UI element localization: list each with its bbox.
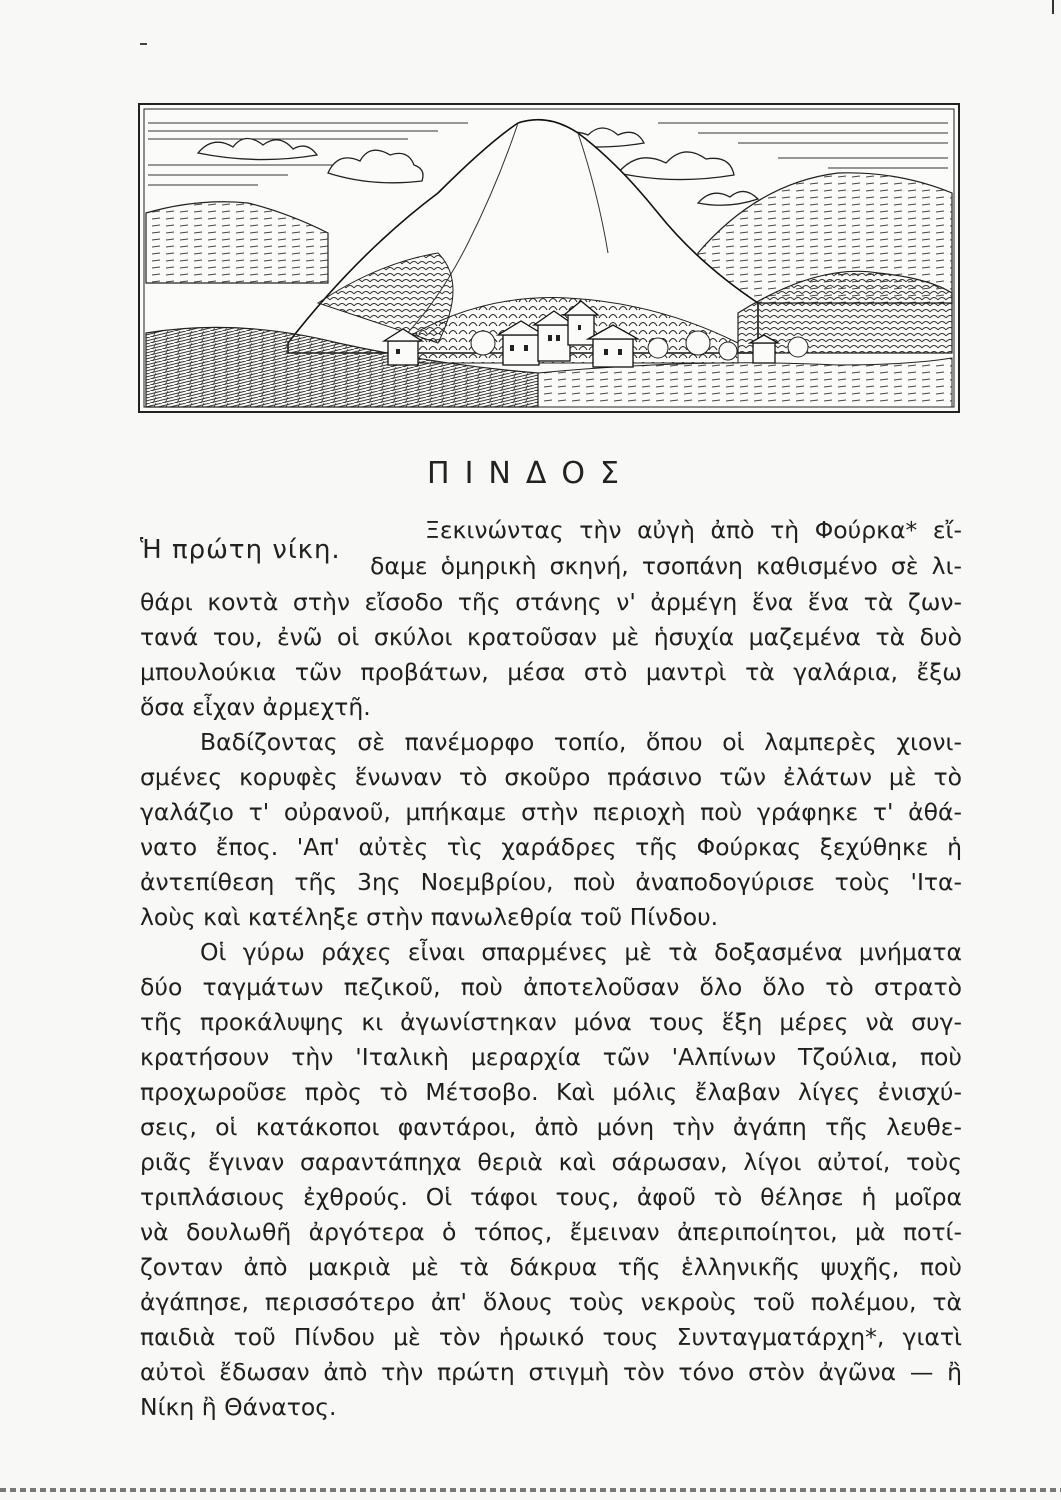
text-line: θάρι κοντὰ στὴν εἴσοδο τῆς στάνης ν' ἀρμέγη ἕνα ἕνα τὰ ζων- <box>140 588 962 616</box>
text-line: μπουλούκια τῶν προβάτων, μέσα στὸ μαντρὶ τὰ γαλάρια, ἔξω <box>140 658 962 686</box>
text-line: ἀντεπίθεση τῆς 3ης Νοεμβρίου, ποὺ ἀναποδογύρισε τοὺς 'Ιτα- <box>140 868 962 896</box>
text-line: νὰ δουλωθῆ ἀργότερα ὁ τόπος, ἔμειναν ἀπεριποίητοι, μὰ ποτί- <box>140 1218 962 1246</box>
text-line: δύο ταγμάτων πεζικοῦ, ποὺ ἀποτελοῦσαν ὅλο ὅλο τὸ στρατὸ <box>140 973 962 1001</box>
text-line: σμένες κορυφὲς ἕνωναν τὸ σκοῦρο πράσινο τῶν ἐλάτων μὲ τὸ <box>140 763 962 791</box>
text-line: ζονταν ἀπὸ μακριὰ μὲ τὰ δάκρυα τῆς ἑλληνικῆς ψυχῆς, ποὺ <box>140 1253 962 1281</box>
text-line: αὐτοὶ ἔδωσαν ἀπὸ τὴν πρώτη στιγμὴ τὸν τόνο στὸν ἀγῶνα — ἢ <box>140 1358 962 1386</box>
scan-edge <box>0 1488 1061 1492</box>
text-line: κρατήσουν τὴν 'Ιταλικὴ μεραρχία τῶν 'Αλπίνων Τζούλια, ποὺ <box>140 1043 962 1071</box>
text-line: τῆς προκάλυψης κι ἀγωνίστηκαν μόνα τους ἕξη μέρες νὰ συγ- <box>140 1008 962 1036</box>
text-line: γαλάζιο τ' οὐρανοῦ, μπήκαμε στὴν περιοχὴ ποὺ γράφηκε τ' ἀθά- <box>140 798 962 826</box>
text-line: Οἱ γύρω ράχες εἶναι σπαρμένες μὲ τὰ δοξασμένα μνήματα <box>200 938 962 966</box>
text-line: ριᾶς ἔγιναν σαραντάπηχα θεριὰ καὶ σάρωσαν, λίγοι αὐτοί, τοὺς <box>140 1148 962 1176</box>
text-line: ὅσα εἶχαν ἀρμεχτῆ. <box>140 693 371 721</box>
text-line: νατο ἔπος. 'Απ' αὐτὲς τὶς χαράδρες τῆς Φούρκας ξεχύθηκε ἡ <box>140 833 962 861</box>
text-line: τανά του, ἐνῶ οἱ σκύλοι κρατοῦσαν μὲ ἡσυχία μαζεμένα τὰ δυὸ <box>140 623 962 651</box>
text-line: τριπλάσιους ἐχθρούς. Οἱ τάφοι τους, ἀφοῦ τὸ θέλησε ἡ μοῖρα <box>140 1183 962 1211</box>
text-line: ἀγάπησε, περισσότερο ἀπ' ὅλους τοὺς νεκροὺς τοῦ πολέμου, τὰ <box>140 1288 962 1316</box>
text-line: σεις, οἱ κατάκοποι φαντάροι, ἀπὸ μόνη τὴν ἀγάπη τῆς λευθε- <box>140 1113 962 1141</box>
text-line: παιδιὰ τοῦ Πίνδου μὲ τὸν ἡρωικό τους Συνταγματάρχη*, γιατὶ <box>140 1323 962 1351</box>
print-mark-edge <box>1052 0 1054 14</box>
text-line: Ξεκινώντας τὴν αὐγὴ ἀπὸ τὴ Φούρκα* εἴ- <box>425 516 962 544</box>
text-line: δαμε ὁμηρικὴ σκηνή, τσοπάνη καθισμένο σὲ λι- <box>370 552 962 580</box>
text-line: προχωροῦσε πρὸς τὸ Μέτσοβο. Καὶ μόλις ἔλαβαν λίγες ἐνισχύ- <box>140 1078 962 1106</box>
text-line: λοὺς καὶ κατέληξε στὴν πανωλεθρία τοῦ Πίνδου. <box>140 903 719 931</box>
section-heading: Ἡ πρώτη νίκη. <box>140 535 341 565</box>
page-title: ΠΙΝΔΟΣ <box>427 456 634 491</box>
mountain-village-illustration <box>138 103 960 413</box>
text-line: Βαδίζοντας σὲ πανέμορφο τοπίο, ὅπου οἱ λαμπερὲς χιονι- <box>200 728 962 756</box>
text-line: Νίκη ἢ Θάνατος. <box>140 1393 337 1421</box>
print-mark <box>140 43 147 45</box>
